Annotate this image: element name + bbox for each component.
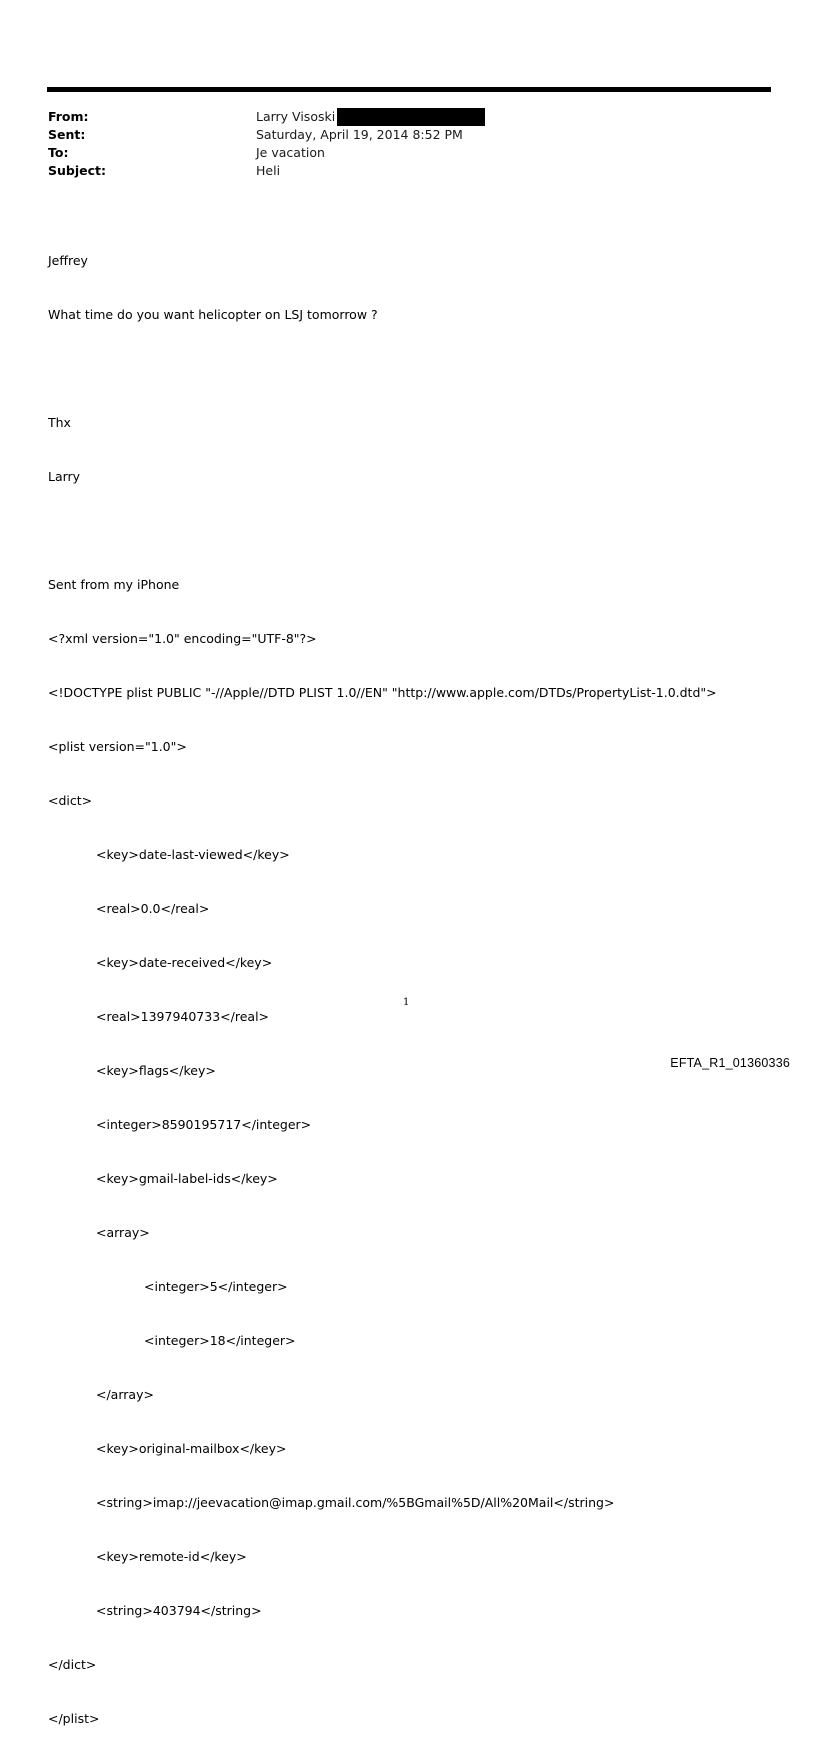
thanks: Thx: [48, 415, 71, 430]
page-number: 1: [403, 997, 410, 1008]
from-label: From:: [48, 109, 89, 124]
email-body: [48, 216, 717, 1746]
to-value: Je vacation: [256, 145, 325, 160]
plist-close: </plist>: [48, 1711, 100, 1726]
dict-close: </dict>: [48, 1657, 97, 1672]
spacer: [48, 522, 717, 540]
plist-value: <string>imap://jeevacation@imap.gmail.com/%5BGmail%5D/All%20Mail</string>: [96, 1495, 615, 1510]
from-name: Larry Visoski: [256, 109, 336, 124]
dict-open: <dict>: [48, 793, 93, 808]
spacer: [48, 360, 717, 378]
subject-label: Subject:: [48, 163, 106, 178]
array-item: <integer>18</integer>: [144, 1333, 296, 1348]
sent-from: Sent from my iPhone: [48, 577, 180, 592]
plist-key: <key>date-received</key>: [96, 955, 273, 970]
plist-key: <key>flags</key>: [96, 1063, 216, 1078]
plist-value: <real>1397940733</real>: [96, 1009, 270, 1024]
array-item: <integer>5</integer>: [144, 1279, 288, 1294]
plist-doctype: <!DOCTYPE plist PUBLIC "-//Apple//DTD PLIST 1.0//EN" "http://www.apple.com/DTDs/PropertyList-1.0.dtd">: [48, 685, 717, 700]
sent-label: Sent:: [48, 127, 86, 142]
header-rule: [47, 87, 771, 92]
greeting: Jeffrey: [48, 253, 88, 268]
plist-open: <plist version="1.0">: [48, 739, 187, 754]
document-id: EFTA_R1_01360336: [670, 1056, 790, 1070]
plist-xml-decl: <?xml version="1.0" encoding="UTF-8"?>: [48, 631, 317, 646]
plist-key: <key>gmail-label-ids</key>: [96, 1171, 278, 1186]
plist-value: <string>403794</string>: [96, 1603, 262, 1618]
array-open: <array>: [96, 1225, 150, 1240]
plist-key: <key>original-mailbox</key>: [96, 1441, 287, 1456]
to-label: To:: [48, 145, 69, 160]
plist-key: <key>remote-id</key>: [96, 1549, 247, 1564]
array-close: </array>: [96, 1387, 154, 1402]
signature: Larry: [48, 469, 81, 484]
redaction-box: [337, 108, 485, 126]
plist-value: <integer>8590195717</integer>: [96, 1117, 312, 1132]
message: What time do you want helicopter on LSJ tomorrow ?: [48, 307, 378, 322]
plist-key: <key>date-last-viewed</key>: [96, 847, 290, 862]
subject-value: Heli: [256, 163, 281, 178]
sent-value: Saturday, April 19, 2014 8:52 PM: [256, 127, 463, 142]
from-value: [256, 108, 485, 126]
plist-value: <real>0.0</real>: [96, 901, 210, 916]
